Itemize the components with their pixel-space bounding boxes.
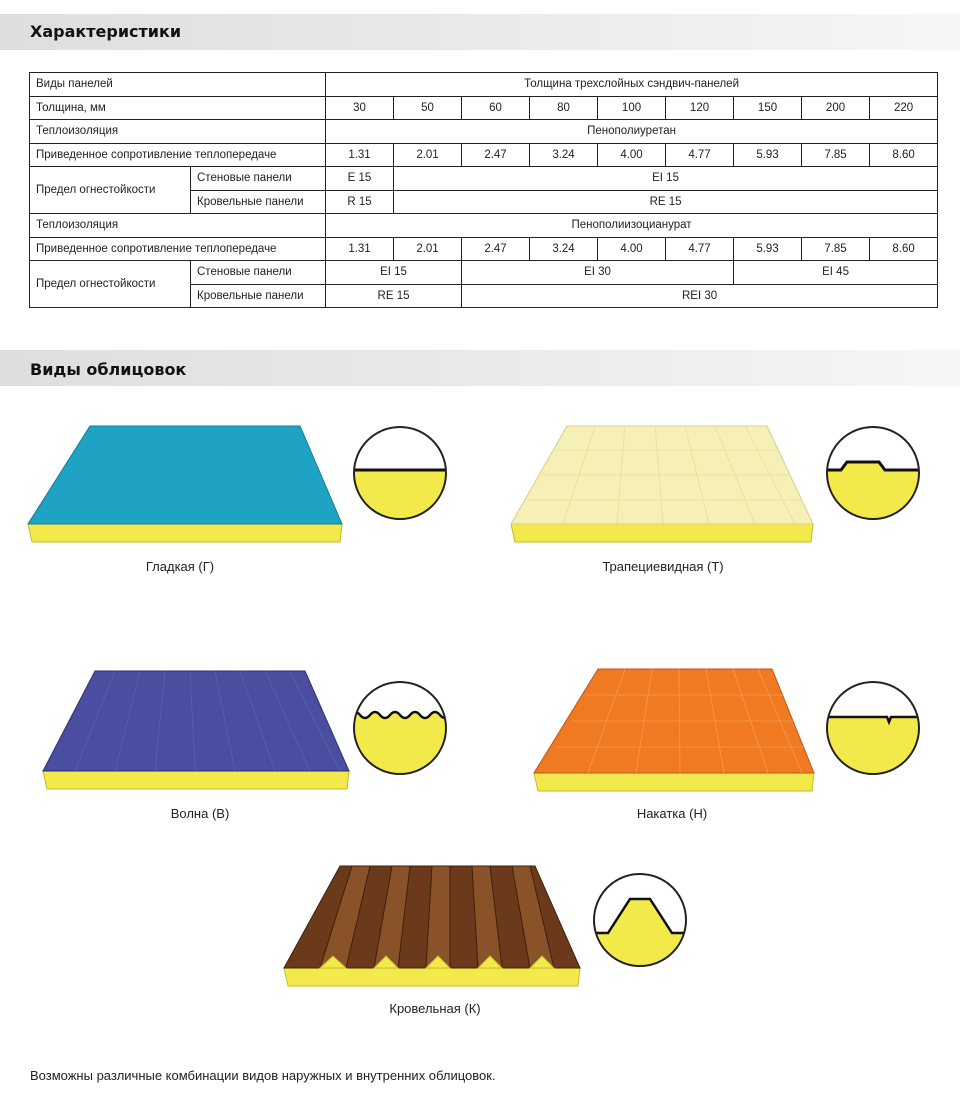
smooth-caption: Гладкая (Г) [145, 559, 215, 574]
thickness-cell: 120 [666, 96, 734, 120]
row-label: Теплоизоляция [30, 120, 326, 144]
insulation-cell: Пенополиизоцианурат [326, 214, 938, 238]
resistance-cell: 4.77 [666, 237, 734, 261]
resistance-cell: 3.24 [530, 237, 598, 261]
resistance-cell: 2.47 [462, 143, 530, 167]
roof-caption: Кровельная (К) [389, 1001, 481, 1016]
roof-panel-core [284, 968, 580, 986]
section-title-characteristics: Характеристики [30, 22, 182, 41]
sub-row-label: Кровельные панели [191, 284, 326, 308]
fire-rating-cell: EI 15 [394, 167, 938, 191]
fire-rating-cell: EI 45 [734, 261, 938, 285]
fire-rating-cell: REI 30 [462, 284, 938, 308]
table-row [30, 167, 938, 191]
roof-profile-icon [590, 870, 690, 970]
sub-row-label: Стеновые панели [191, 261, 326, 285]
thickness-cell: 30 [326, 96, 394, 120]
table-row [30, 214, 938, 238]
knurl-profile-icon [823, 678, 923, 778]
trapezoid-caption: Трапециевидная (Т) [602, 559, 724, 574]
knurl-caption: Накатка (Н) [636, 806, 708, 821]
wave-panel-illustration [35, 665, 365, 795]
table-row [30, 120, 938, 144]
fire-rating-cell: EI 30 [462, 261, 734, 285]
footer-note: Возможны различные комбинации видов наружных и внутренних облицовок. [30, 1068, 496, 1083]
thickness-cell: 100 [598, 96, 666, 120]
row-label: Предел огнестойкости [30, 261, 191, 308]
wave-caption: Волна (В) [170, 806, 230, 821]
row-label: Приведенное сопротивление теплопередаче [30, 143, 326, 167]
thickness-cell: 220 [870, 96, 938, 120]
insulation-cell: Пенополиуретан [326, 120, 938, 144]
resistance-cell: 7.85 [802, 237, 870, 261]
resistance-cell: 5.93 [734, 237, 802, 261]
row-label: Теплоизоляция [30, 214, 326, 238]
specifications-table [29, 72, 938, 308]
wave-profile-icon [350, 678, 450, 778]
resistance-cell: 8.60 [870, 143, 938, 167]
trapezoid-panel-core [511, 524, 813, 542]
resistance-cell: 1.31 [326, 237, 394, 261]
fire-rating-cell: RE 15 [326, 284, 462, 308]
thickness-cell: 50 [394, 96, 462, 120]
resistance-cell: 5.93 [734, 143, 802, 167]
knurl-panel-illustration [530, 665, 820, 795]
fire-rating-cell: E 15 [326, 167, 394, 191]
trapezoid-panel-illustration [505, 420, 825, 550]
row-label: Толщина, мм [30, 96, 326, 120]
resistance-cell: 4.00 [598, 237, 666, 261]
resistance-cell: 1.31 [326, 143, 394, 167]
smooth-panel-core [28, 524, 342, 542]
smooth-panel-illustration [20, 420, 360, 550]
row-label: Предел огнестойкости [30, 167, 191, 214]
resistance-cell: 4.77 [666, 143, 734, 167]
smooth-profile-icon [350, 423, 450, 523]
thickness-cell: 60 [462, 96, 530, 120]
fire-rating-cell: RE 15 [394, 190, 938, 214]
column-group-header: Толщина трехслойных сэндвич-панелей [326, 73, 938, 97]
row-label: Приведенное сопротивление теплопередаче [30, 237, 326, 261]
table-row [30, 143, 938, 167]
sub-row-label: Кровельные панели [191, 190, 326, 214]
row-label: Виды панелей [30, 73, 326, 97]
resistance-cell: 8.60 [870, 237, 938, 261]
smooth-panel-face [28, 426, 342, 524]
table-row [30, 96, 938, 120]
trapezoid-profile-icon [823, 423, 923, 523]
fire-rating-cell: R 15 [326, 190, 394, 214]
thickness-cell: 150 [734, 96, 802, 120]
sub-row-label: Стеновые панели [191, 167, 326, 191]
fire-rating-cell: EI 15 [326, 261, 462, 285]
section-title-facing-types: Виды облицовок [30, 360, 187, 379]
resistance-cell: 4.00 [598, 143, 666, 167]
wave-panel-core [43, 771, 349, 789]
table-row [30, 73, 938, 97]
table-row [30, 261, 938, 285]
roof-panel-illustration [280, 860, 600, 995]
resistance-cell: 2.01 [394, 237, 462, 261]
resistance-cell: 7.85 [802, 143, 870, 167]
resistance-cell: 2.01 [394, 143, 462, 167]
thickness-cell: 80 [530, 96, 598, 120]
resistance-cell: 3.24 [530, 143, 598, 167]
knurl-panel-core [534, 773, 814, 791]
thickness-cell: 200 [802, 96, 870, 120]
resistance-cell: 2.47 [462, 237, 530, 261]
table-row [30, 237, 938, 261]
